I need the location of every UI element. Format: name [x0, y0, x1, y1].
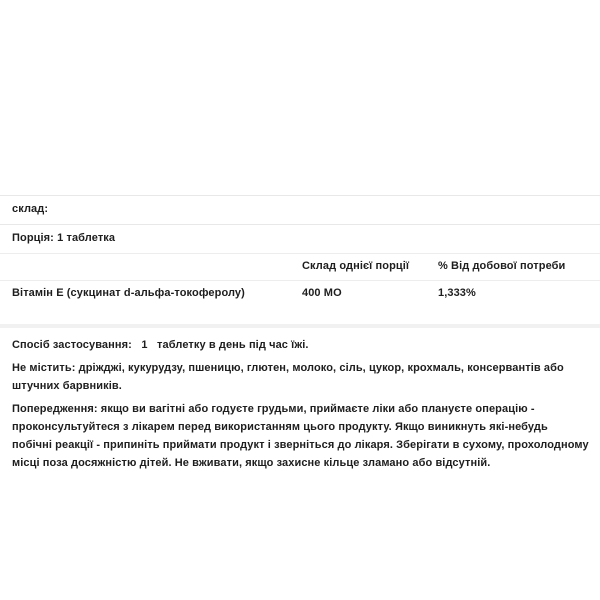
supplement-facts-panel — [0, 195, 600, 477]
free-of-text: Не містить: дріжджі, кукурудзу, пшеницю, глютен, молоко, сіль, цукор, крохмаль, консервантів або штучних барвників. — [12, 362, 567, 392]
table-row-vitamin-e — [0, 281, 600, 307]
daily-value-column-header: % Від добової потреби — [438, 260, 566, 272]
ingredient-daily-value: 1,333% — [438, 287, 476, 299]
amount-column-header: Склад однієї порції — [302, 260, 410, 272]
composition-heading: склад: — [12, 203, 49, 215]
warning-text: Попередження: якщо ви вагітні або годуєте грудьми, приймаєте ліки або плануєте операцію - проконсультуйтеся з лікарем перед використанням цього продукту. Якщо виникнуть які-небудь побічні реакції - припиніть приймати продукт і зверніться до лікаря. Зберігати в сухому, прохолодному місці поза досяжністю дітей. Не вживати, якщо захисне кільце зламано або відсутній. — [12, 403, 592, 469]
ingredient-amount: 400 МО — [302, 287, 342, 299]
serving-size-text: Порція: 1 таблетка — [12, 232, 116, 244]
composition-heading-row — [0, 196, 600, 224]
table-header-row — [0, 254, 600, 280]
spacer — [0, 307, 600, 324]
info-paragraphs — [0, 328, 600, 472]
ingredient-name: Вітамін E (сукцинат d-альфа-токоферолу) — [12, 287, 245, 299]
serving-size-row — [0, 225, 600, 253]
directions-text: Спосіб застосування: 1 таблетку в день під час їжі. — [12, 339, 309, 351]
